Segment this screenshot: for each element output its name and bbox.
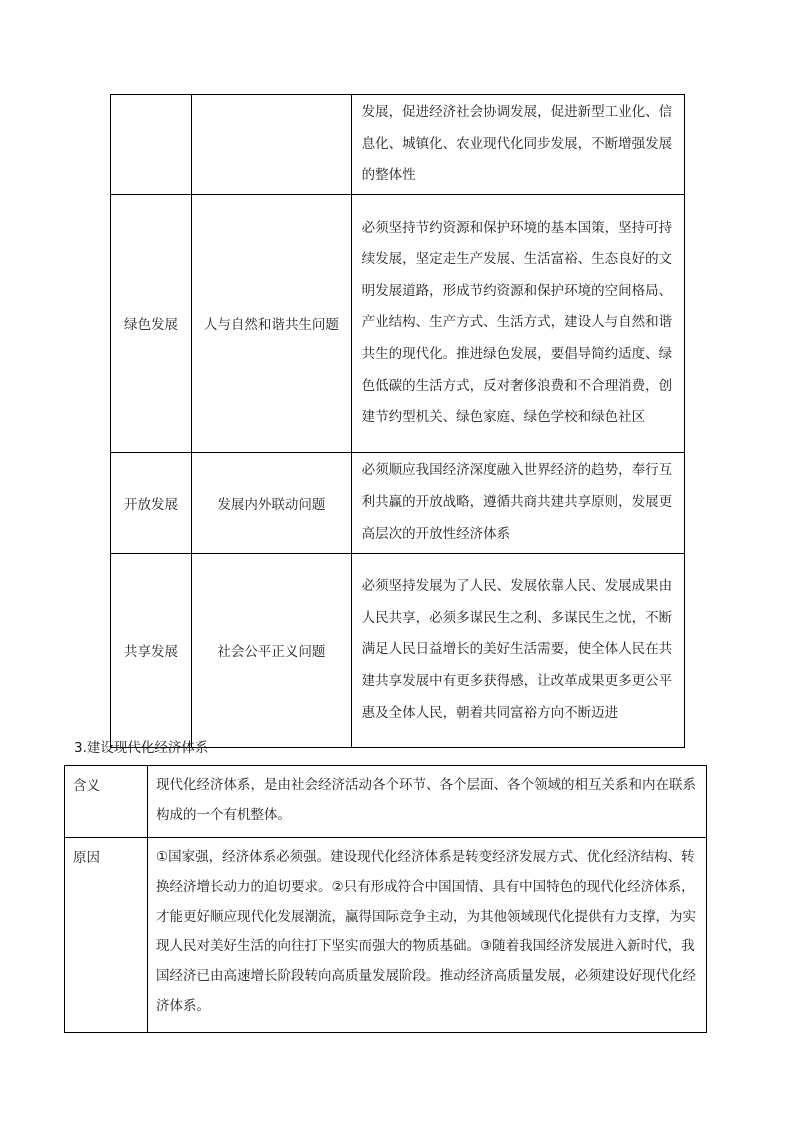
problem-cell [192, 95, 352, 195]
table-row [111, 452, 685, 553]
section-title: 3.建设现代化经济体系 [74, 740, 209, 756]
concept-cell: 共享发展 [111, 553, 192, 747]
problem-cell: 人与自然和谐共生问题 [192, 194, 352, 452]
table-row [111, 95, 685, 195]
concept-cell: 绿色发展 [111, 194, 192, 452]
table-row [111, 194, 685, 452]
table-row [65, 766, 707, 838]
row-content: 现代化经济体系，是由社会经济活动各个环节、各个层面、各个领域的相互关系和内在联系构成的一个有机整体。 [148, 766, 707, 838]
economic-system-table [64, 765, 707, 1033]
concept-cell: 开放发展 [111, 452, 192, 553]
content-cell: 发展，促进经济社会协调发展，促进新型工业化、信息化、城镇化、农业现代化同步发展，不断增强发展的整体性 [351, 95, 684, 195]
concept-cell [111, 95, 192, 195]
row-content: ①国家强，经济体系必须强。建设现代化经济体系是转变经济发展方式、优化经济结构、转换经济增长动力的迫切要求。②只有形成符合中国国情、具有中国特色的现代化经济体系，才能更好顺应现代化发展潮流，赢得国际竞争主动，为其他领域现代化提供有力支撑，为实现人民对美好生活的向往打下坚实而强大的物质基础。③随着我国经济发展进入新时代，我国经济已由高速增长阶段转向高质量发展阶段。推动经济高质量发展，必须建设好现代化经济体系。 [148, 838, 707, 1033]
row-label: 原因 [65, 838, 148, 1033]
content-cell: 必须顺应我国经济深度融入世界经济的趋势，奉行互利共赢的开放战略，遵循共商共建共享原则，发展更高层次的开放性经济体系 [351, 452, 684, 553]
problem-cell: 社会公平正义问题 [192, 553, 352, 747]
row-label: 含义 [65, 766, 148, 838]
development-concepts-table [110, 94, 685, 748]
problem-cell: 发展内外联动问题 [192, 452, 352, 553]
table-row [65, 838, 707, 1033]
content-cell: 必须坚持发展为了人民、发展依靠人民、发展成果由人民共享，必须多谋民生之利、多谋民生之忧，不断满足人民日益增长的美好生活需要，使全体人民在共建共享发展中有更多获得感，让改革成果更多更公平惠及全体人民，朝着共同富裕方向不断迈进 [351, 553, 684, 747]
content-cell: 必须坚持节约资源和保护环境的基本国策，坚持可持续发展，坚定走生产发展、生活富裕、生态良好的文明发展道路，形成节约资源和保护环境的空间格局、产业结构、生产方式、生活方式，建设人与自然和谐共生的现代化。推进绿色发展，要倡导简约适度、绿色低碳的生活方式，反对奢侈浪费和不合理消费，创建节约型机关、绿色家庭、绿色学校和绿色社区 [351, 194, 684, 452]
table-row [111, 553, 685, 747]
